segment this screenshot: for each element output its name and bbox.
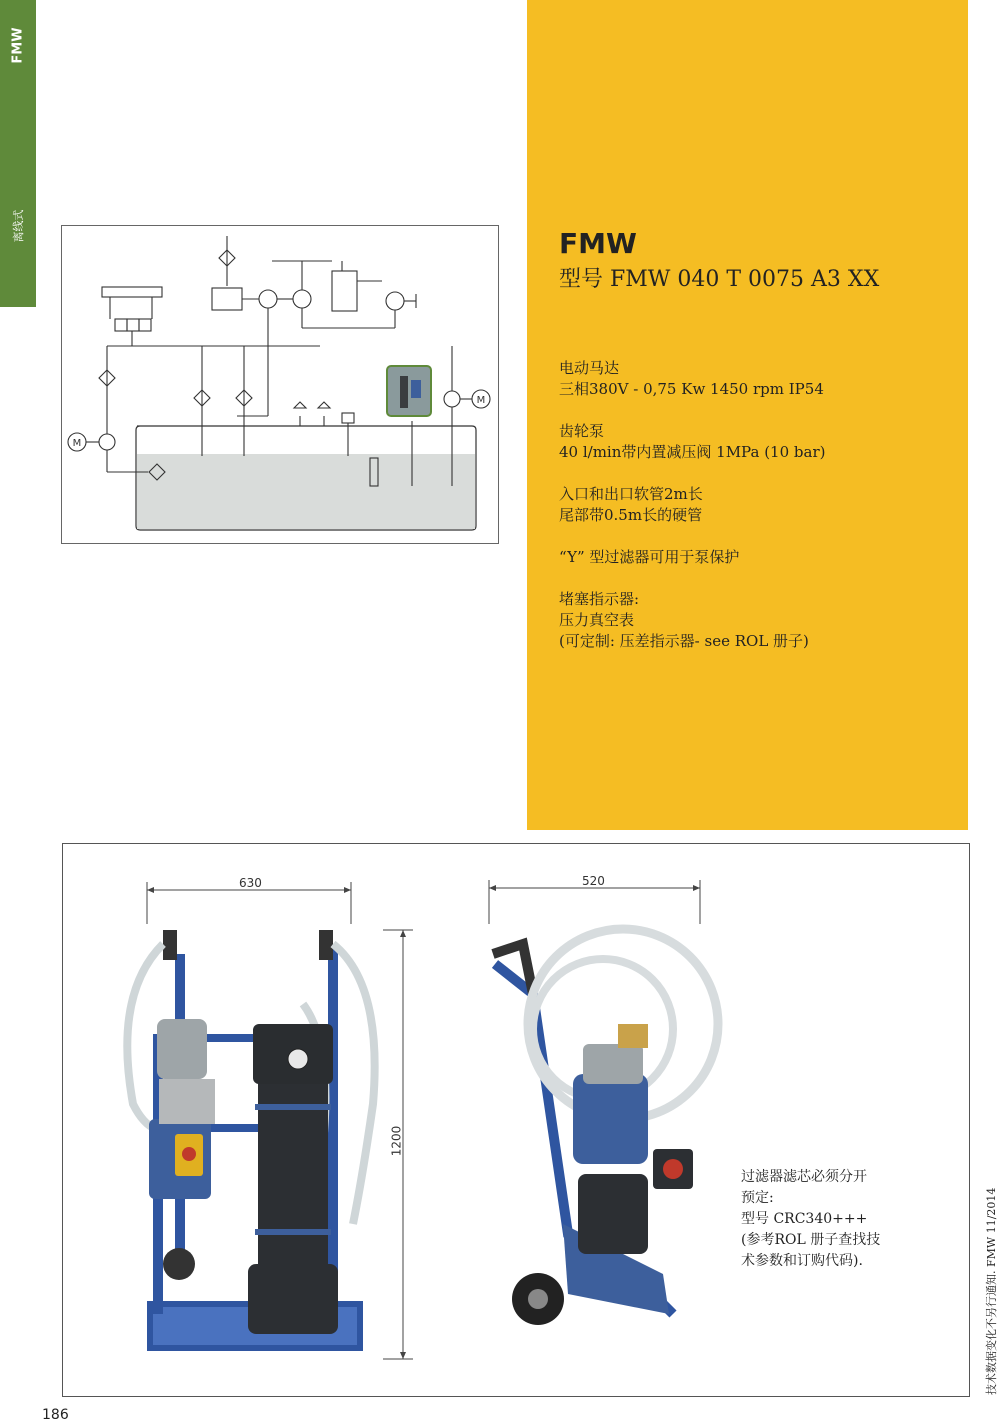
motor-mid-symbol xyxy=(386,292,404,310)
height-label: 1200 xyxy=(389,1125,404,1157)
motor-left-label: M xyxy=(72,438,82,449)
note-line3: 型号 CRC340+++ xyxy=(741,1211,868,1227)
note-line5: 术参数和订购代码). xyxy=(741,1253,863,1269)
motor-right-label: M xyxy=(476,395,486,406)
pump-top-symbol xyxy=(259,290,277,308)
hydraulic-schematic xyxy=(61,225,499,544)
pump-value: 40 l/min带内置减压阀 1MPa (10 bar) xyxy=(559,443,826,461)
indicator-value: 压力真空表 xyxy=(559,611,635,629)
section-tab-label: 离线式 xyxy=(12,209,25,243)
product-photo-frame xyxy=(62,843,970,1397)
element-note xyxy=(741,1167,880,1272)
pump-left-symbol xyxy=(99,434,115,450)
note-line2: 预定: xyxy=(741,1190,774,1206)
model-code: 型号 FMW 040 T 0075 A3 XX xyxy=(559,267,880,292)
motor-heading: 电动马达 xyxy=(559,359,620,377)
indicator-option: (可定制: 压差指示器- see ROL 册子) xyxy=(559,632,809,650)
section-tab-code: FMW xyxy=(10,27,26,64)
pump-heading: 齿轮泵 xyxy=(559,422,605,440)
info-panel xyxy=(527,0,968,830)
indicator-heading: 堵塞指示器: xyxy=(559,590,640,608)
product-thumbnail xyxy=(387,366,431,416)
hose-line2: 尾部带0.5m长的硬管 xyxy=(559,506,703,524)
revision-note: 技术数据变化不另行通知. FMW 11/2014 xyxy=(985,1187,998,1395)
front-width-label: 630 xyxy=(239,876,262,890)
front-unit-illustration xyxy=(127,930,374,1351)
side-width-label: 520 xyxy=(582,874,605,888)
y-filter-note: “Y” 型过滤器可用于泵保护 xyxy=(559,548,740,566)
note-line1: 过滤器滤芯必须分开 xyxy=(741,1169,867,1185)
tank-fluid xyxy=(137,454,475,529)
pump-top2-symbol xyxy=(293,290,311,308)
pump-right-symbol xyxy=(444,391,460,407)
product-title: FMW xyxy=(559,227,637,260)
hose-line1: 入口和出口软管2m长 xyxy=(559,485,703,503)
note-line4: (参考ROL 册子查找技 xyxy=(741,1232,881,1248)
side-unit-illustration xyxy=(493,929,718,1325)
page-number: 186 xyxy=(42,1407,69,1423)
section-tab xyxy=(0,0,36,307)
motor-value: 三相380V - 0,75 Kw 1450 rpm IP54 xyxy=(559,380,824,398)
